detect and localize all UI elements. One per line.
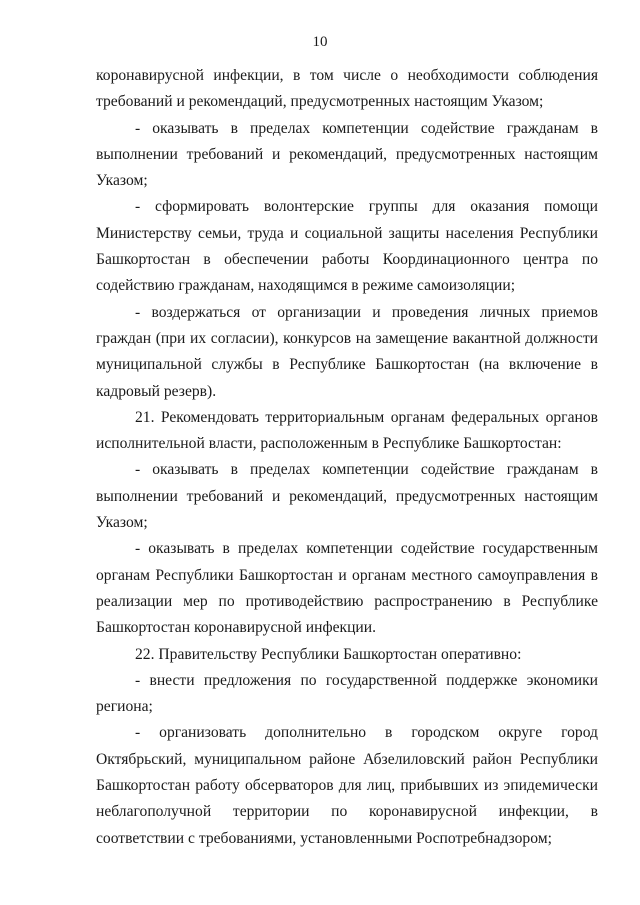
- paragraph-continuation: коронавирусной инфекции, в том числе о необходимости соблюдения требований и рекомендаций, предусмотренных настоящим Указом;: [96, 67, 598, 111]
- paragraph-assist-citizens: - оказывать в пределах компетенции содействие гражданам в выполнении требований и рекомендаций, предусмотренных настоящим Указом;: [96, 119, 598, 190]
- paragraph-refrain-receptions: - воздержаться от организации и проведения личных приемов граждан (при их согласии), конкурсов на замещение вакантной должности муниципальной службы в Республике Башкортостан (на включение в кадровый резерв).: [96, 303, 598, 400]
- paragraph-assist-state-bodies: - оказывать в пределах компетенции содействие государственным органам Республики Башкортостан и органам местного самоуправления в реализации мер по противодействию распространению в Республике Башкортостан коронавирусной инфекции.: [96, 540, 598, 637]
- paragraph-item-21: 21. Рекомендовать территориальным органам федеральных органов исполнительной власти, расположенным в Республике Башкортостан:: [96, 408, 598, 453]
- paragraph-volunteer-groups: - сформировать волонтерские группы для оказания помощи Министерству семьи, труда и социальной защиты населения Республики Башкортостан в обеспечении работы Координационного центра по содействию гражданам, находящимся в режиме самоизоляции;: [96, 198, 598, 295]
- paragraph-assist-citizens-federal: - оказывать в пределах компетенции содействие гражданам в выполнении требований и рекомендаций, предусмотренных настоящим Указом;: [96, 461, 598, 532]
- paragraph-economic-support: - внести предложения по государственной поддержке экономики региона;: [96, 671, 598, 716]
- page-number: 10: [312, 34, 328, 50]
- document-body: [96, 63, 598, 852]
- paragraph-item-22: 22. Правительству Республики Башкортостан оперативно:: [135, 645, 522, 663]
- paragraph-observatories: - организовать дополнительно в городском округе город Октябрьский, муниципальном районе Абзелиловский район Республики Башкортостан работу обсерваторов для лиц, прибывших из эпидемически неблагополучной территории по коронавирусной инфекции, в соответствии с требованиями, установленными Роспотребнадзором;: [96, 724, 598, 847]
